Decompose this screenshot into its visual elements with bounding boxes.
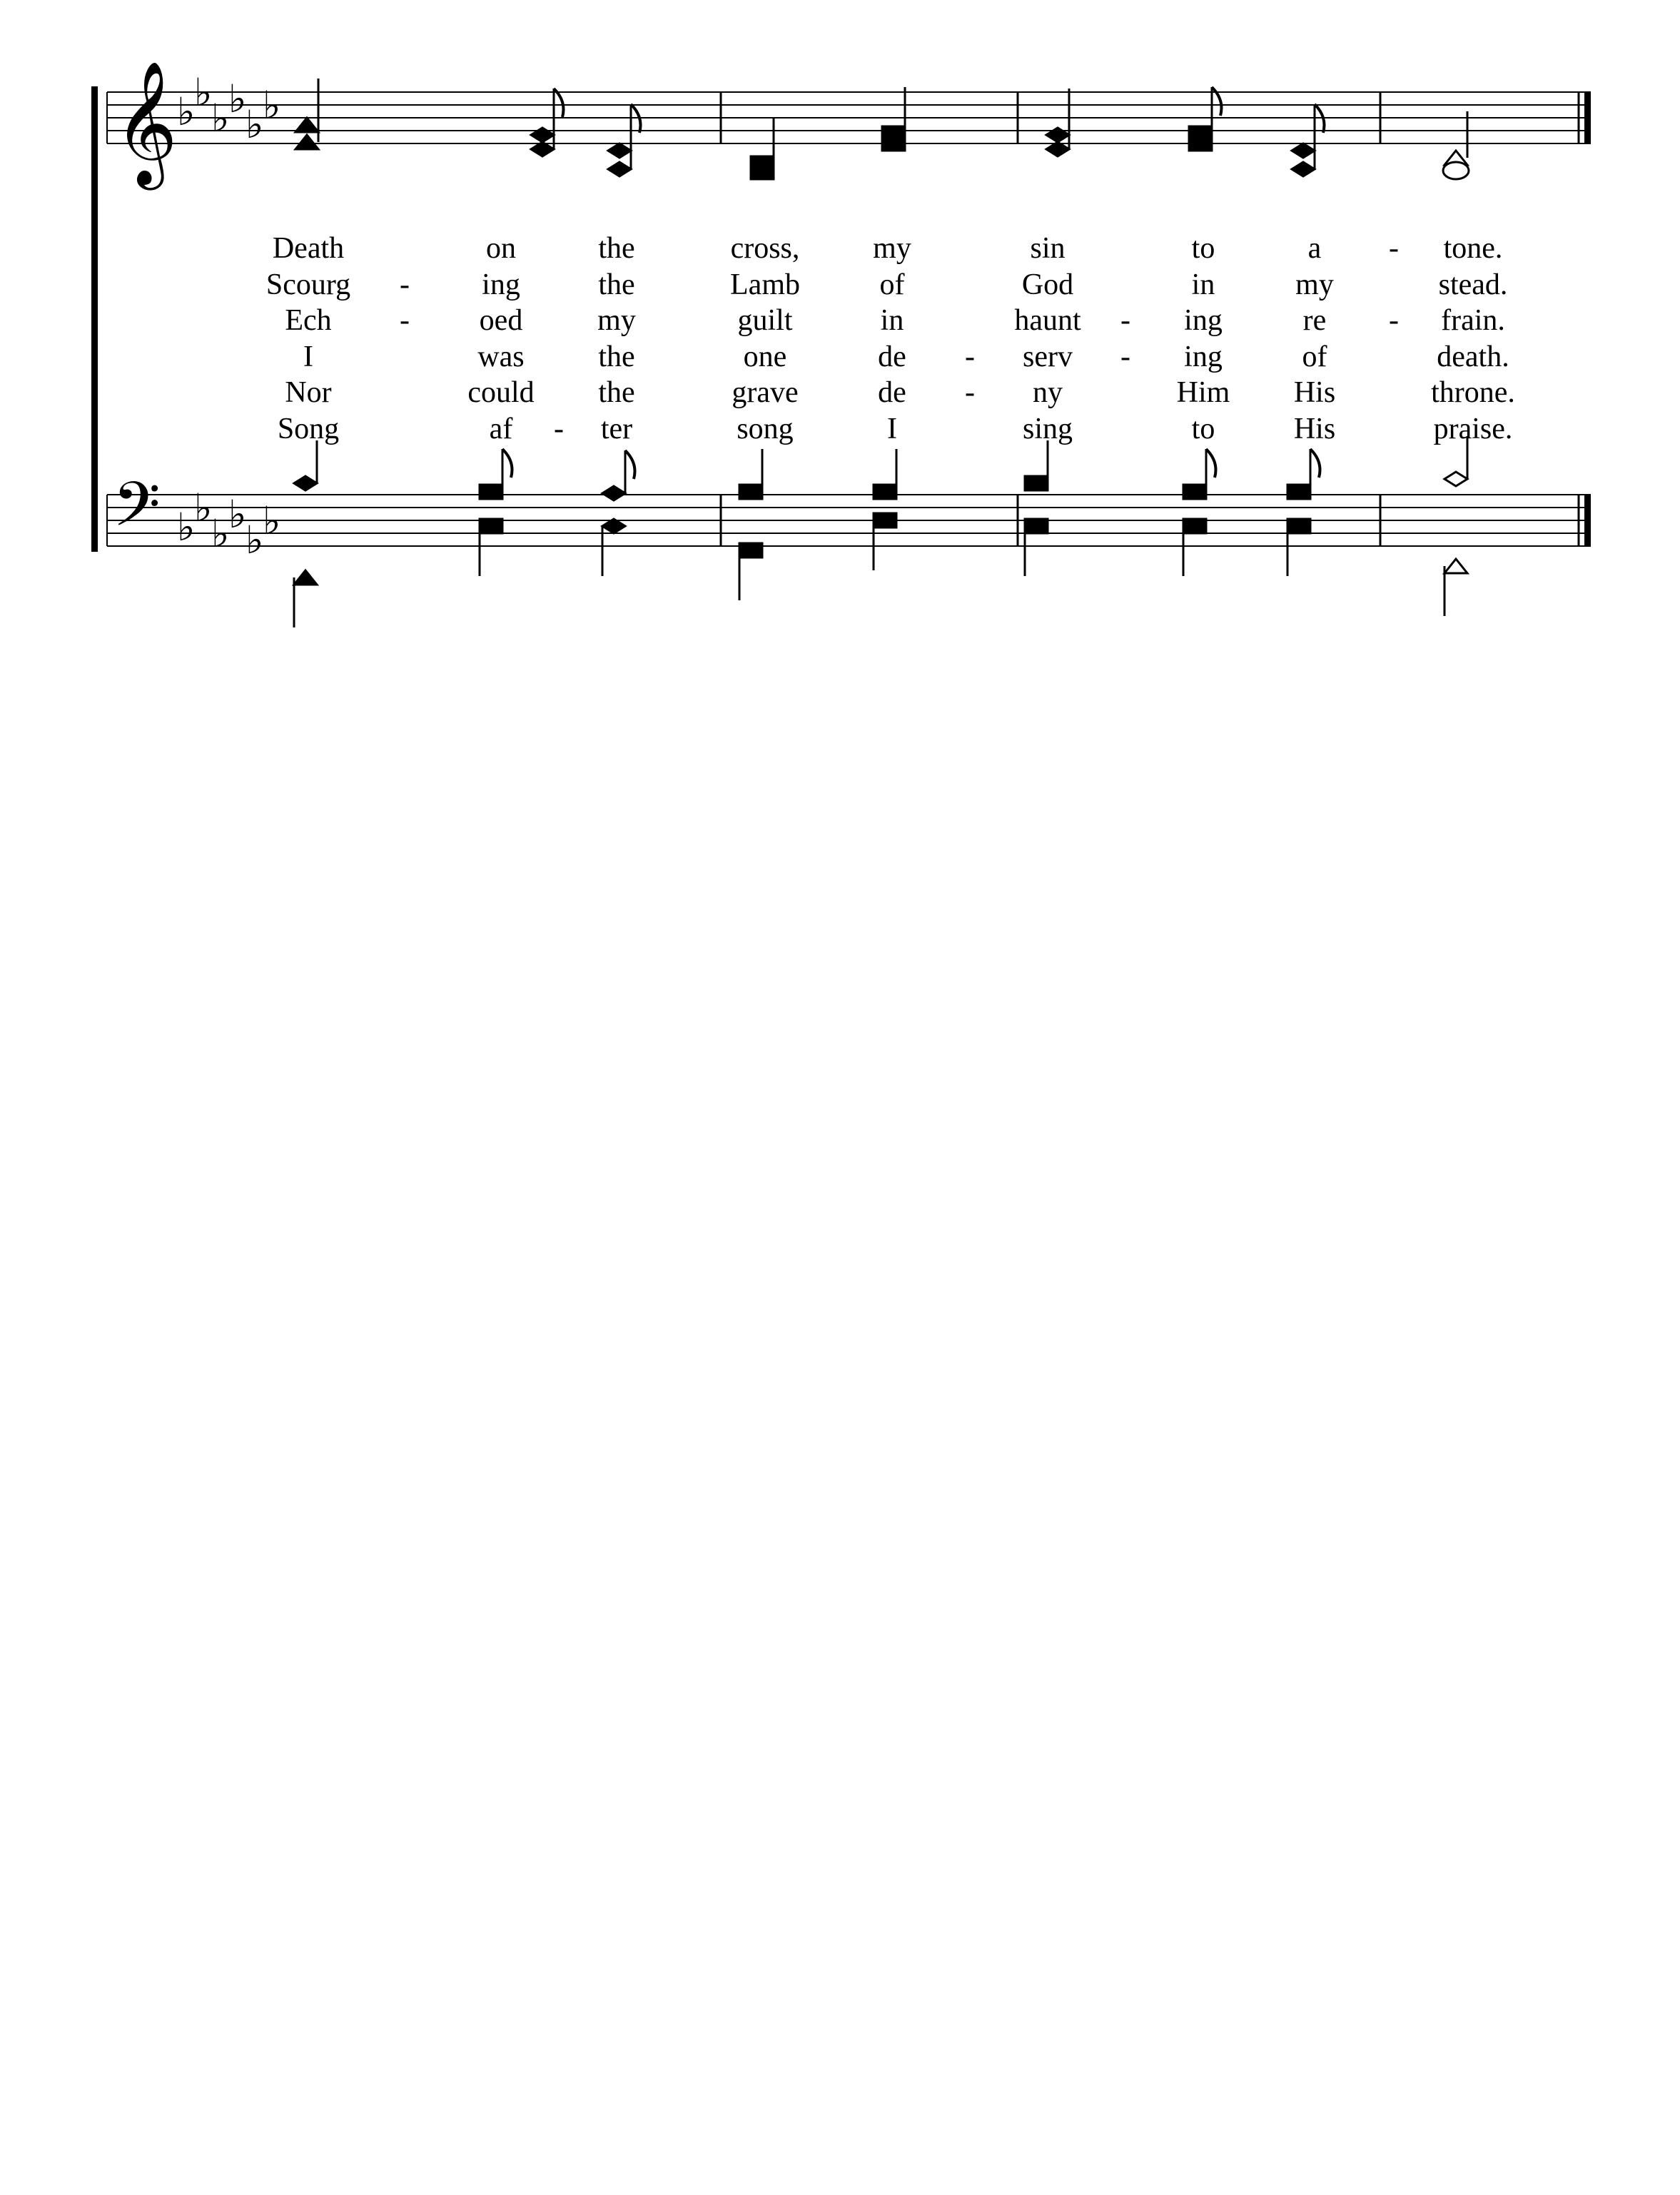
lyric-syllable: I bbox=[303, 340, 313, 373]
lyric-syllable: Him bbox=[1176, 376, 1230, 409]
flat-icon: ♭ bbox=[246, 102, 264, 147]
flat-icon: ♭ bbox=[263, 83, 281, 128]
lyric-hyphen: - bbox=[1389, 232, 1399, 265]
notehead bbox=[739, 485, 762, 499]
lyric-hyphen: - bbox=[965, 340, 975, 373]
lyric-syllable: to bbox=[1191, 412, 1215, 445]
system-bracket bbox=[91, 86, 98, 552]
flat-icon: ♭ bbox=[263, 498, 281, 543]
notehead bbox=[1025, 519, 1048, 533]
lyric-syllable: my bbox=[873, 232, 911, 265]
flat-icon: ♭ bbox=[194, 485, 213, 530]
flat-icon: ♭ bbox=[228, 492, 247, 537]
final-barline-thick bbox=[1584, 91, 1591, 144]
lyric-syllable: ter bbox=[600, 412, 633, 445]
lyric-syllable: of bbox=[1302, 340, 1327, 373]
notehead bbox=[874, 485, 896, 499]
notehead bbox=[751, 156, 774, 171]
final-barline-thick bbox=[1584, 494, 1591, 547]
lyric-syllable: God bbox=[1021, 268, 1074, 301]
lyric-syllable: sin bbox=[1030, 232, 1066, 265]
lyric-syllable: guilt bbox=[737, 304, 793, 337]
lyric-syllable: song bbox=[737, 412, 794, 445]
lyric-syllable: to bbox=[1191, 232, 1215, 265]
lyric-hyphen: - bbox=[965, 376, 975, 409]
notehead bbox=[608, 143, 631, 158]
notehead bbox=[1025, 476, 1048, 490]
lyric-syllable: the bbox=[598, 268, 635, 301]
lyric-syllable: of bbox=[879, 268, 905, 301]
note-flag bbox=[1310, 449, 1320, 478]
lyric-hyphen: - bbox=[1389, 304, 1399, 337]
notehead bbox=[295, 135, 318, 149]
flat-icon: ♭ bbox=[177, 89, 196, 134]
lyric-hyphen: - bbox=[1120, 304, 1130, 337]
lyric-syllable: Song bbox=[277, 412, 340, 445]
lyric-syllable: tone. bbox=[1443, 232, 1503, 265]
lyric-syllable: His bbox=[1293, 376, 1336, 409]
notehead bbox=[1444, 559, 1467, 573]
lyric-syllable: praise. bbox=[1433, 412, 1513, 445]
notehead bbox=[1444, 472, 1467, 486]
lyric-syllable: grave bbox=[732, 376, 799, 409]
notehead bbox=[295, 118, 318, 132]
flat-icon: ♭ bbox=[177, 505, 196, 550]
notehead bbox=[1183, 519, 1206, 533]
lyric-syllable: ing bbox=[1184, 304, 1223, 337]
lyric-hyphen: - bbox=[400, 268, 410, 301]
lyric-syllable: a bbox=[1307, 232, 1322, 265]
lyric-syllable: oed bbox=[479, 304, 523, 337]
note-flag bbox=[1206, 449, 1216, 478]
lyric-syllable: ing bbox=[1184, 340, 1223, 373]
notehead bbox=[294, 476, 317, 490]
notehead bbox=[1443, 162, 1469, 179]
lyric-syllable: frain. bbox=[1441, 304, 1505, 337]
notehead bbox=[480, 519, 502, 533]
lyric-syllable: my bbox=[597, 304, 636, 337]
lyric-syllable: one bbox=[743, 340, 787, 373]
lyric-syllable: de bbox=[878, 340, 906, 373]
lyric-syllable: Scourg bbox=[265, 268, 351, 301]
lyric-syllable: the bbox=[598, 232, 635, 265]
lyric-hyphen: - bbox=[554, 412, 564, 445]
lyric-syllable: was bbox=[477, 340, 525, 373]
lyric-syllable: cross, bbox=[730, 232, 800, 265]
notehead bbox=[1292, 143, 1315, 158]
lyric-syllable: could bbox=[467, 376, 535, 409]
lyric-syllable: Lamb bbox=[730, 268, 800, 301]
lyric-syllable: sing bbox=[1022, 412, 1073, 445]
bass-clef-icon: 𝄢 bbox=[113, 468, 161, 555]
flat-icon: ♭ bbox=[194, 70, 213, 115]
flat-icon: ♭ bbox=[246, 518, 264, 562]
lyric-syllable: on bbox=[486, 232, 516, 265]
lyric-syllable: my bbox=[1295, 268, 1334, 301]
lyric-syllable: Death bbox=[272, 232, 345, 265]
note-flag bbox=[502, 449, 512, 478]
bass-staff bbox=[107, 468, 1586, 562]
lyric-syllable: in bbox=[1191, 268, 1215, 301]
lyric-syllable: ing bbox=[482, 268, 520, 301]
lyric-syllable: stead. bbox=[1438, 268, 1508, 301]
lyric-syllable: death. bbox=[1437, 340, 1509, 373]
notehead bbox=[1287, 519, 1310, 533]
notehead bbox=[1292, 162, 1315, 176]
flat-icon: ♭ bbox=[228, 76, 247, 121]
notehead bbox=[294, 570, 317, 585]
lyric-syllable: throne. bbox=[1431, 376, 1515, 409]
lyric-syllable: Nor bbox=[285, 376, 332, 409]
lyric-syllable: de bbox=[878, 376, 906, 409]
lyric-syllable: Ech bbox=[285, 304, 332, 337]
lyric-hyphen: - bbox=[1120, 340, 1130, 373]
notehead bbox=[882, 126, 905, 141]
lyric-syllable: I bbox=[887, 412, 897, 445]
notehead bbox=[602, 486, 625, 500]
lyric-syllable: in bbox=[880, 304, 904, 337]
lyric-syllable: re bbox=[1302, 304, 1327, 337]
hymn-score bbox=[0, 0, 1680, 642]
lyric-syllable: af bbox=[489, 412, 513, 445]
lyric-syllable: the bbox=[598, 340, 635, 373]
notehead bbox=[739, 543, 762, 557]
lyric-syllable: the bbox=[598, 376, 635, 409]
flat-icon: ♭ bbox=[211, 96, 230, 141]
treble-staff bbox=[107, 61, 1586, 191]
notehead bbox=[608, 162, 631, 176]
lyric-syllable: ny bbox=[1033, 376, 1063, 409]
lyric-syllable: His bbox=[1293, 412, 1336, 445]
notehead bbox=[1287, 485, 1310, 499]
lyric-syllable: haunt bbox=[1014, 304, 1081, 337]
notehead bbox=[480, 485, 502, 499]
lyric-hyphen: - bbox=[400, 304, 410, 337]
notehead bbox=[874, 513, 896, 528]
notehead bbox=[1183, 485, 1206, 499]
flat-icon: ♭ bbox=[211, 511, 230, 556]
note-flag bbox=[625, 450, 635, 479]
notehead bbox=[1189, 126, 1212, 141]
lyric-syllable: serv bbox=[1023, 340, 1073, 373]
treble-clef-icon: 𝄞 bbox=[114, 61, 178, 185]
